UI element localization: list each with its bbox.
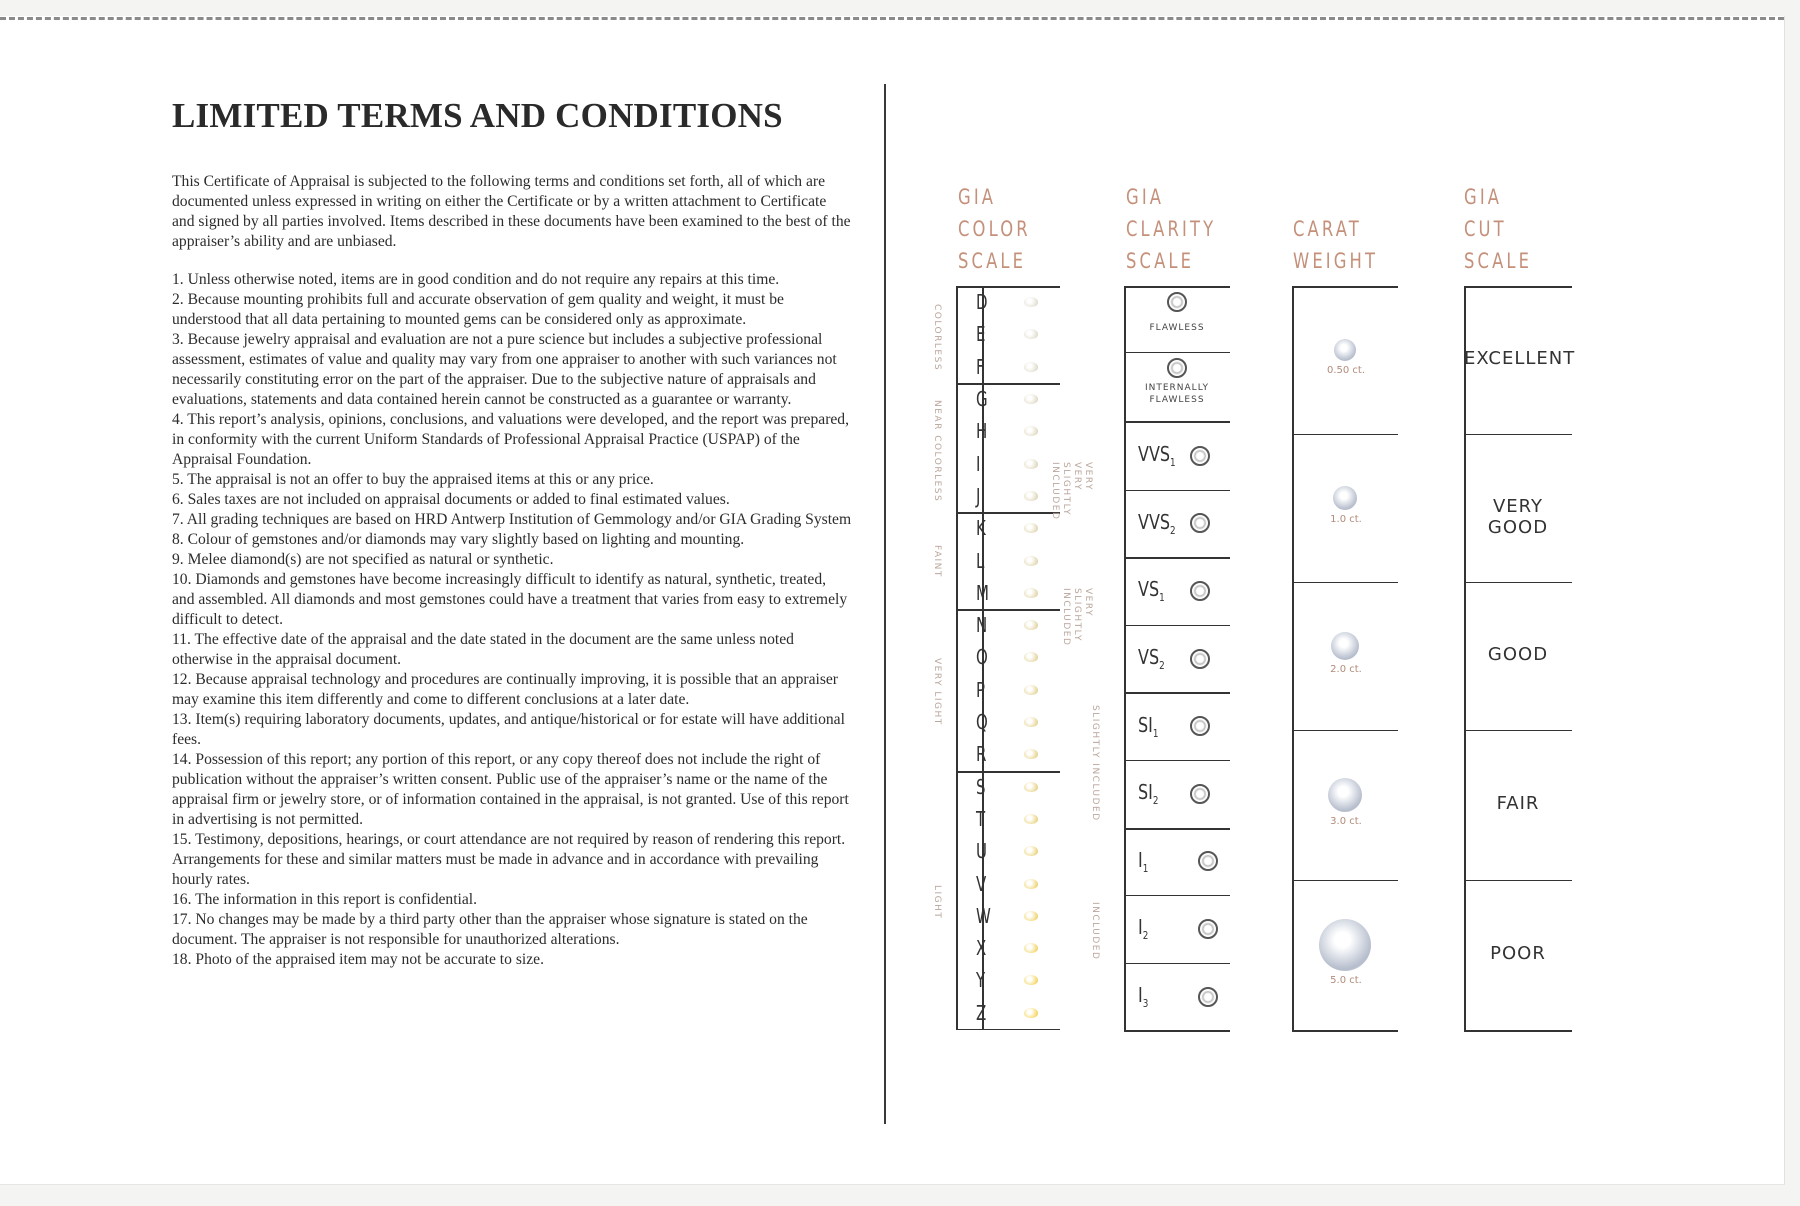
color-group-label: FAINT [932,545,942,578]
term-item: 10. Diamonds and gemstones have become increasingly difficult to identify as natural, synthetic, treated, and assembled. All diamonds and most gemstones could have a treatment that varies from easy to extremely difficult to detect. [172,571,848,628]
clarity-grade-label [1138,442,1175,469]
clarity-grade-sub: 3 [1142,997,1149,1011]
carat-row-divider [1292,730,1398,731]
color-grade-row [976,803,1060,835]
color-grade-letter: H [976,419,988,444]
color-grade-letter: F [976,354,985,379]
color-grade-row [976,706,1060,738]
cut-row-divider [1464,730,1572,731]
color-grade-row [976,867,1060,899]
clarity-grade-row [1138,692,1228,760]
carat-row-divider [1292,582,1398,583]
term-item: 11. The effective date of the appraisal and the date stated in the document are the same unless noted otherwise in the appraisal document. [172,631,794,668]
color-grade-letter: S [976,774,986,799]
clarity-group-label: INCLUDED [1090,902,1100,961]
color-group-label: LIGHT [932,885,942,920]
clarity-grade-label [1138,510,1175,537]
clarity-grade-sub: 1 [1142,861,1149,875]
color-grade-row [976,351,1060,383]
color-group-divider [956,609,1060,611]
color-grade-row [976,512,1060,544]
terms-column [172,96,852,970]
color-scale-bottom-rule [956,1029,1060,1031]
color-grade-letter: D [976,290,988,315]
column-divider [884,84,886,1124]
clarity-if-label: INTERNALLY [1144,383,1210,393]
color-grade-row [976,544,1060,576]
clarity-grade-sub: 2 [1142,929,1149,943]
clarity-grade-label [1138,780,1175,807]
clarity-group-label: VERY VERY SLIGHTLY INCLUDED [1050,462,1093,521]
diamond-icon [1331,632,1359,660]
diamond-icon [1190,446,1210,466]
color-group-label: VERY LIGHT [932,658,942,726]
diamond-icon [1190,784,1210,804]
term-item: 7. All grading techniques are based on HRD Antwerp Institution of Gemmology and/or GIA Grading System [172,511,852,528]
diamond-icon [1024,426,1038,436]
term-item: 15. Testimony, depositions, hearings, or court attendance are not required by reason of rendering this report. Arrangements for these and similar matters must be made in advance and in accordance with prevailing hourly rates. [172,831,846,888]
diamond-icon [1024,620,1038,630]
diamond-icon [1190,581,1210,601]
cut-top-rule [1464,286,1572,288]
diamond-icon [1024,459,1038,469]
diamond-icon [1190,716,1210,736]
term-item: 13. Item(s) requiring laboratory documents, updates, and antique/historical or for estate will have additional fees. [172,711,845,748]
cut-grade-label: VERY GOOD [1487,496,1549,538]
clarity-grade-label [1138,983,1175,1010]
color-grade-letter: V [976,871,987,896]
diamond-icon [1334,339,1356,361]
color-group-label: COLORLESS [932,304,942,372]
color-grade-letter: U [976,839,987,864]
diamond-icon [1024,588,1038,598]
color-grade-letter: Z [976,1000,987,1025]
carat-weight-label: 2.0 ct. [1330,664,1362,675]
cut-scale-title [1464,181,1532,277]
color-grade-letter: G [976,387,988,412]
clarity-grade-label [1138,915,1175,942]
carat-left-rule [1292,286,1294,1030]
clarity-internally-flawless-row [1124,358,1230,406]
color-grade-letter: T [976,806,986,831]
color-grade-row [976,577,1060,609]
clarity-grade-row [1138,422,1228,490]
color-grade-letter: E [976,322,986,347]
term-item: 16. The information in this report is confidential. [172,891,478,908]
clarity-scale-title-line: GIA [1126,185,1165,209]
color-grade-letter: J [976,483,981,508]
clarity-grade-sub: 1 [1170,456,1176,470]
cut-scale-title-line: GIA [1464,185,1503,209]
clarity-grade-row [1138,760,1228,828]
clarity-grade-row [1138,557,1228,625]
diamond-icon [1024,362,1038,372]
term-item: 12. Because appraisal technology and procedures are continually improving, it is possible that an appraiser may examine this item differently and come to different conclusions at a later date. [172,671,839,708]
diamond-icon [1024,652,1038,662]
clarity-grade-base: I [1138,983,1143,1008]
cut-row-divider [1464,582,1572,583]
clarity-grade-base: I [1138,847,1143,872]
cut-row-divider [1464,880,1572,881]
diamond-icon [1167,358,1187,378]
color-grade-letter: Q [976,710,988,735]
clarity-grade-label [1138,713,1175,740]
color-grade-row [976,738,1060,770]
clarity-grade-base: VVS [1138,442,1171,467]
diamond-icon [1167,292,1187,312]
color-grade-row [976,480,1060,512]
carat-weight-label: 3.0 ct. [1330,816,1362,827]
clarity-grade-label [1138,577,1175,604]
color-grade-row [976,835,1060,867]
diamond-icon [1024,975,1038,985]
carat-weight-label: 1.0 ct. [1330,514,1362,525]
carat-weight-label: 0.50 ct. [1326,365,1366,376]
term-item: 14. Possession of this report; any portion of this report, or any copy thereof does not include the right of publication without the appraiser’s written consent. Public use of the appraiser’s name or the name of the appraisal firm or jewelry store, or of information contained in the appraisal, is not granted. Use of this report in advertising is not permitted. [172,751,849,828]
color-scale-column [956,286,1060,1030]
diamond-icon [1198,919,1218,939]
carat-top-rule [1292,286,1398,288]
term-item: 9. Melee diamond(s) are not specified as natural or synthetic. [172,551,554,568]
term-item: 17. No changes may be made by a third party other than the appraiser whose signature is stated on the document. The appraiser is not responsible for unauthorized alterations. [172,911,808,948]
term-item: 5. The appraisal is not an offer to buy the appraised items at this or any price. [172,471,654,488]
clarity-if-label: FLAWLESS [1149,395,1205,405]
carat-weight-title-line: CARAT [1293,217,1362,241]
color-scale-left-rule [956,286,958,1029]
diamond-icon [1024,879,1038,889]
clarity-grade-base: SI [1138,712,1153,737]
cut-grade-label: POOR [1490,943,1546,964]
diamond-icon [1319,919,1371,971]
color-grade-row [976,415,1060,447]
color-grade-letter: O [976,645,988,670]
cut-grade-label: EXCELLENT [1464,348,1576,369]
diamond-icon [1190,513,1210,533]
carat-weight-title [1293,213,1378,277]
diamond-icon [1024,782,1038,792]
intro-paragraph: This Certificate of Appraisal is subjected to the following terms and conditions set forth, all of which are documented unless expressed in writing on either the Certificate or by a written attachment to Certificate and signed by all parties involved. Items described in these documents have been examined to the best of the appraiser’s ability and are unbiased. [172,173,851,250]
cut-grade-label: FAIR [1496,793,1540,814]
color-scale-title [958,181,1031,277]
diamond-icon [1198,851,1218,871]
term-item: 3. Because jewelry appraisal and evaluation are not a pure science but includes a subjective professional assessment, estimates of value and quality may vary from one appraiser to another with such variances not necessarily constituting error on the part of the appraiser. Due to the subjective nature of appraisals and evaluations, statements and data contained herein cannot be constructed as a guarantee or warranty. [172,331,837,408]
color-scale-title-line: GIA [958,185,997,209]
clarity-grade-row [1138,895,1228,963]
clarity-scale-top-rule [1124,286,1230,288]
clarity-grade-row [1138,625,1228,693]
clarity-scale-title-line: CLARITY [1126,217,1217,241]
color-grade-letter: X [976,936,987,961]
cut-scale-column [1464,286,1576,1030]
color-grade-row [976,609,1060,641]
term-item: 18. Photo of the appraised item may not be accurate to size. [172,951,544,968]
color-grade-row [976,641,1060,673]
clarity-grade-base: SI [1138,780,1153,805]
diamond-icon [1190,649,1210,669]
clarity-grade-label [1138,645,1175,672]
color-group-divider [956,383,1060,385]
clarity-grade-row [1138,828,1228,896]
color-grade-row [976,383,1060,415]
clarity-group-label: VERY SLIGHTLY INCLUDED [1061,588,1093,647]
diamond-icon [1024,814,1038,824]
diamond-icon [1024,523,1038,533]
diamond-icon [1333,486,1357,510]
color-grade-letter: L [976,548,985,573]
diamond-icon [1024,943,1038,953]
color-grade-row [976,964,1060,996]
carat-weight-column [1292,286,1398,1030]
diamond-icon [1024,1008,1038,1018]
color-grade-row [976,448,1060,480]
cut-grade-label: GOOD [1487,644,1549,665]
cut-row-divider [1464,434,1572,435]
clarity-grade-base: I [1138,915,1143,940]
color-grade-letter: M [976,580,989,605]
diamond-icon [1024,846,1038,856]
clarity-flawless-row [1124,292,1230,334]
page-title: LIMITED TERMS AND CONDITIONS [172,96,783,135]
diamond-icon [1198,987,1218,1007]
term-item: 2. Because mounting prohibits full and accurate observation of gem quality and weight, it must be understood that all data pertaining to mounted gems can be considered only as approximate. [172,291,784,328]
color-grade-row [976,318,1060,350]
diamond-icon [1024,556,1038,566]
term-item: 8. Colour of gemstones and/or diamonds may vary slightly based on lighting and mounting. [172,531,745,548]
color-grade-letter: W [976,903,991,928]
color-grade-row [976,674,1060,706]
diamond-icon [1024,329,1038,339]
diamond-icon [1024,394,1038,404]
color-grade-letter: I [976,451,981,476]
color-grade-row [976,771,1060,803]
clarity-grade-sub: 1 [1159,591,1165,605]
color-grade-letter: Y [976,968,986,993]
color-grade-row [976,997,1060,1029]
clarity-grade-row [1138,490,1228,558]
color-grade-letter: N [976,613,988,638]
color-scale-title-line: COLOR [958,217,1031,241]
term-item: 6. Sales taxes are not included on appraisal documents or added to final estimated values. [172,491,730,508]
color-group-divider [956,512,1060,514]
color-grade-letter: R [976,742,987,767]
color-grade-row [976,932,1060,964]
clarity-grade-base: VS [1138,645,1160,670]
terms-list [172,270,852,970]
carat-weight-label: 5.0 ct. [1330,975,1362,986]
clarity-flawless-label: FLAWLESS [1149,323,1205,333]
carat-row-divider [1292,434,1398,435]
cut-scale-title-line: CUT [1464,217,1507,241]
carat-row-divider [1292,880,1398,881]
clarity-grade-sub: 2 [1159,659,1165,673]
clarity-grade-sub: 2 [1170,523,1176,537]
clarity-grade-label [1138,848,1175,875]
carat-bottom-rule [1292,1030,1398,1032]
diamond-icon [1024,911,1038,921]
color-group-label: NEAR COLORLESS [932,400,942,503]
diamond-icon [1024,297,1038,307]
clarity-row-divider [1124,352,1230,353]
diamond-icon [1024,491,1038,501]
diamond-icon [1024,685,1038,695]
color-grade-row [976,900,1060,932]
clarity-grade-row [1138,963,1228,1031]
term-item: 4. This report’s analysis, opinions, conclusions, and valuations were developed, and the report was prepared, in conformity with the current Uniform Standards of Professional Appraisal Practice (USPAP) of the Appraisal Foundation. [172,411,850,468]
clarity-group-label: SLIGHTLY INCLUDED [1090,705,1100,822]
perforation-line [0,17,1784,20]
diamond-icon [1024,749,1038,759]
diamond-icon [1024,717,1038,727]
cut-scale-title-line: SCALE [1464,249,1533,273]
clarity-scale-title-line: SCALE [1126,249,1195,273]
clarity-scale-column [1124,286,1230,1030]
clarity-grade-sub: 2 [1152,794,1159,808]
color-group-divider [956,771,1060,773]
color-grade-letter: K [976,516,986,541]
clarity-scale-title [1126,181,1216,277]
color-grade-letter: P [976,677,986,702]
diamond-icon [1328,778,1362,812]
carat-weight-title-line: WEIGHT [1293,249,1379,273]
clarity-grade-base: VVS [1138,509,1171,534]
clarity-grade-base: VS [1138,577,1160,602]
color-scale-top-rule [956,286,1060,288]
color-grade-row [976,286,1060,318]
color-scale-title-line: SCALE [958,249,1027,273]
clarity-grade-sub: 1 [1152,726,1159,740]
cut-bottom-rule [1464,1030,1572,1032]
term-item: 1. Unless otherwise noted, items are in good condition and do not require any repairs at this time. [172,271,780,288]
